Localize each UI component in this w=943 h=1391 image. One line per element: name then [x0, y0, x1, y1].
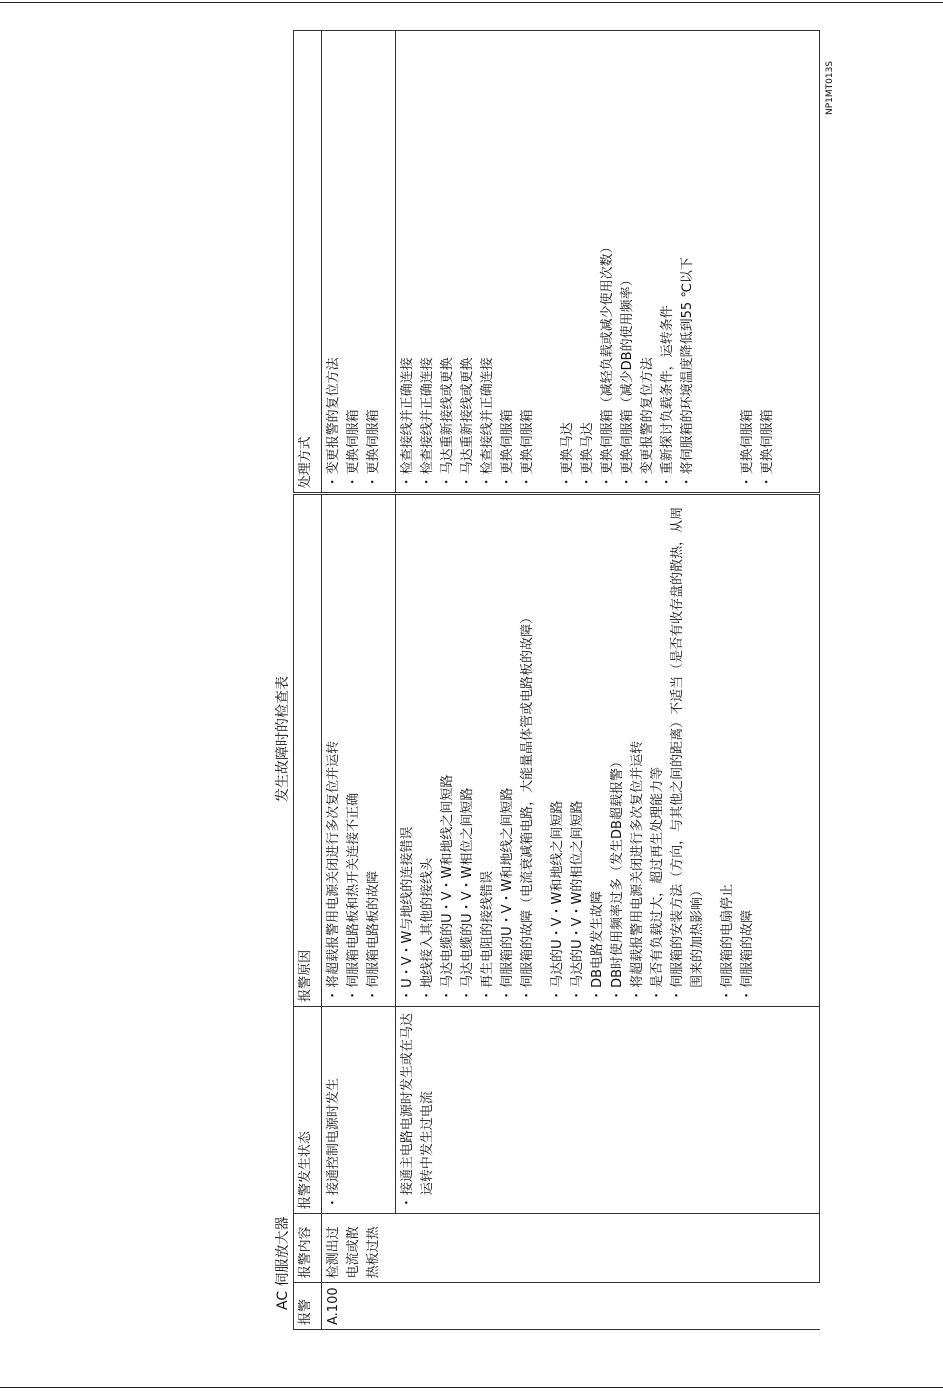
- cause-item: ・ 伺服箱的电扇停止: [718, 499, 738, 1002]
- action-cell: [322, 31, 396, 494]
- cause-item: ・ U・V・W与地线的连接错误: [398, 499, 418, 1002]
- cause-item: ・ 马达的U・V・W和地线之间短路: [548, 499, 568, 1002]
- doc-code-text: NP1MT013S: [825, 60, 835, 116]
- header-row: [294, 31, 322, 1330]
- action-item: ・ 更换伺服箱: [364, 35, 384, 488]
- cause-item: ・ 再生电阻的接线错误: [478, 499, 498, 1002]
- state-cell: [396, 1006, 820, 1213]
- table-row: [396, 31, 820, 1330]
- action-item: ・ 变更报警的复位方法: [324, 35, 344, 488]
- cause-item: ・ 伺服箱电路板的故障: [364, 499, 384, 1002]
- header-content: 报警内容: [294, 1214, 322, 1283]
- action-item: ・ 更换伺服箱: [518, 35, 538, 488]
- header-cause: 报警原因: [294, 494, 322, 1007]
- cause-item: ・ 是否有负载过大，超过再生处理能力等: [648, 499, 668, 1002]
- action-item: ・ 更换伺服箱: [758, 35, 778, 488]
- cause-item: ・ 伺服箱电路板和热开关连接不正确: [344, 499, 364, 1002]
- cause-cell: [396, 494, 820, 1007]
- state-cell: [322, 1006, 396, 1213]
- state-item: ・ 接通主电路电源时发生或在马达运转中发生过电流: [398, 1011, 438, 1209]
- action-item: ・ 检查接线并正确连接: [418, 35, 438, 488]
- action-item: ・ 更换伺服箱（减少DB的使用频率）: [618, 35, 638, 488]
- cause-item: ・ 马达电缆的U・V・W相位之间短路: [458, 499, 478, 1002]
- cause-item: ・ 伺服箱的故障: [738, 499, 758, 1002]
- cause-item: ・ 伺服箱的U・V・W和地线之间短路: [498, 499, 518, 1002]
- alarm-content: [322, 1214, 820, 1283]
- cause-item: ・ DB电路发生故障: [588, 499, 608, 1002]
- cause-item: ・ 马达电缆的U・V・W和地线之间短路: [438, 499, 458, 1002]
- cause-item: ・ 伺服箱的故障（电流衰减箱电路，大能量晶体管或电路板的故障）: [518, 499, 538, 1002]
- rotated-page-content: [270, 30, 819, 1330]
- action-item: ・ 更换伺服箱: [344, 35, 364, 488]
- action-cell: [396, 31, 820, 494]
- table-row: [322, 31, 396, 1330]
- action-item: ・ 检查接线并正确连接: [398, 35, 418, 488]
- action-item: ・ 重新探讨负载条件，运转条件: [658, 35, 678, 488]
- cause-item: ・ 将超载报警用电源关闭进行多次复位并运转: [324, 499, 344, 1002]
- doc-code: [822, 50, 838, 126]
- header-alarm: 报警: [294, 1283, 322, 1330]
- section-title: AC 伺服放大器: [275, 1216, 291, 1310]
- cause-item: ・ 伺服箱的安装方法（方向，与其他之间的距离）不适当（是否有收存盘的散热，从周围来的加热影响）: [668, 499, 708, 1002]
- action-item: ・ 马达重新接线或更换: [458, 35, 478, 488]
- action-item: ・ 将伺服箱的环境温度降低到55 ℃以下: [678, 35, 698, 488]
- action-item: ・ 检查接线并正确连接: [478, 35, 498, 488]
- cause-cell: [322, 494, 396, 1007]
- table-title: 发生故障时的检查表: [275, 676, 291, 802]
- action-item: ・ 更换马达: [578, 35, 598, 488]
- action-item: ・ 更换伺服箱: [498, 35, 518, 488]
- alarm-code: A.100: [322, 1283, 820, 1330]
- header-state: 报警发生状态: [294, 1006, 322, 1213]
- cause-item: ・ 马达的U・V・W的相位之间短路: [568, 499, 588, 1002]
- cause-item: ・ 将超载报警用电源关闭进行多次复位并运转: [628, 499, 648, 1002]
- cause-item: ・ 地线接入其他的接线头: [418, 499, 438, 1002]
- top-rule: [0, 2, 943, 3]
- state-item: ・ 接通控制电源时发生: [324, 1011, 344, 1209]
- action-item: ・ 更换伺服箱（减轻负载或减少使用次数）: [598, 35, 618, 488]
- cause-item: ・ DB时使用频率过多（发生DB超载报警）: [608, 499, 628, 1002]
- bottom-rule: [0, 1387, 943, 1388]
- action-item: ・ 更换马达: [558, 35, 578, 488]
- action-item: ・ 马达重新接线或更换: [438, 35, 458, 488]
- fault-check-table: [293, 30, 820, 1330]
- header-action: 处理方式: [294, 31, 322, 494]
- action-item: ・ 变更报警的复位方法: [638, 35, 658, 488]
- alarm-content-text: 检测出过电流或散热板过热: [326, 1226, 381, 1279]
- action-item: ・ 更换伺服箱: [738, 35, 758, 488]
